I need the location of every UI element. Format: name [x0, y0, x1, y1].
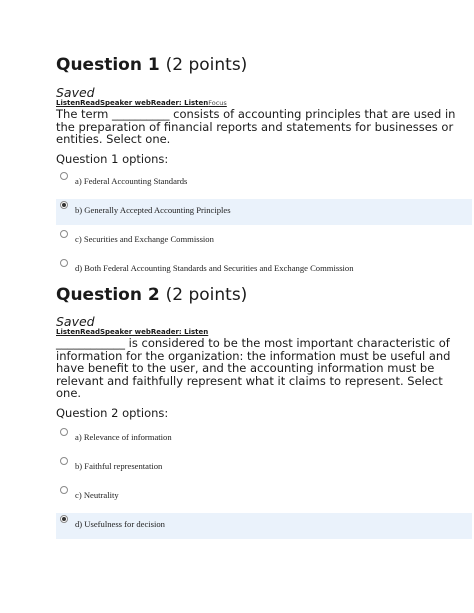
- radio-button-icon[interactable]: [60, 259, 68, 267]
- radio-button-icon[interactable]: [60, 172, 68, 180]
- question-2-option-b[interactable]: [56, 455, 472, 481]
- question-1-title: [56, 55, 247, 75]
- option-label: a) Relevance of information: [75, 432, 172, 442]
- question-1-option-d[interactable]: [56, 257, 472, 283]
- question-2-option-c[interactable]: [56, 484, 472, 510]
- readspeaker-listen-link[interactable]: ListenReadSpeaker webReader: Listen: [56, 99, 209, 107]
- option-label: c) Securities and Exchange Commission: [75, 234, 214, 244]
- readspeaker-listen-link[interactable]: ListenReadSpeaker webReader: Listen: [56, 328, 209, 336]
- question-1-number: Question 1: [56, 55, 160, 75]
- question-2-options-label: Question 2 options:: [56, 406, 169, 420]
- question-1-stem: The term __________ consists of accounting principles that are used in the preparation of financial reports and statements for businesses or entities. Select one.: [56, 107, 456, 147]
- question-2-points: (2 points): [165, 285, 248, 305]
- radio-button-checked-icon[interactable]: [60, 515, 68, 523]
- option-label: d) Usefulness for decision: [75, 519, 165, 529]
- question-1-readspeaker[interactable]: [56, 99, 227, 107]
- option-label: b) Generally Accepted Accounting Principles: [75, 205, 231, 215]
- radio-button-icon[interactable]: [60, 457, 68, 465]
- question-2-number: Question 2: [56, 285, 160, 305]
- question-1-option-c[interactable]: [56, 228, 472, 254]
- radio-button-icon[interactable]: [60, 230, 68, 238]
- option-label: a) Federal Accounting Standards: [75, 176, 188, 186]
- question-1-saved-status: Saved: [56, 85, 95, 100]
- radio-button-icon[interactable]: [60, 428, 68, 436]
- question-2-option-a[interactable]: [56, 426, 472, 452]
- option-label: b) Faithful representation: [75, 461, 163, 471]
- question-1-option-b[interactable]: [56, 199, 472, 225]
- question-2-saved-status: Saved: [56, 314, 95, 329]
- question-1-options-label: Question 1 options:: [56, 152, 169, 166]
- option-label: c) Neutrality: [75, 490, 119, 500]
- question-2-title: [56, 285, 247, 305]
- question-1-points: (2 points): [165, 55, 248, 75]
- option-label: d) Both Federal Accounting Standards and Securities and Exchange Commission: [75, 263, 354, 273]
- question-2-stem: ____________ is considered to be the most important characteristic of information for the organization: the information must be useful and have benefit to the user, and the accounting information must be relevant and faithfully represent what it claims to represent. Select one.: [56, 336, 451, 401]
- question-1-option-a[interactable]: [56, 170, 472, 196]
- focus-link[interactable]: Focus: [208, 99, 227, 107]
- radio-button-icon[interactable]: [60, 486, 68, 494]
- radio-button-checked-icon[interactable]: [60, 201, 68, 209]
- question-2-option-d[interactable]: [56, 513, 472, 539]
- question-2-readspeaker[interactable]: [56, 328, 208, 336]
